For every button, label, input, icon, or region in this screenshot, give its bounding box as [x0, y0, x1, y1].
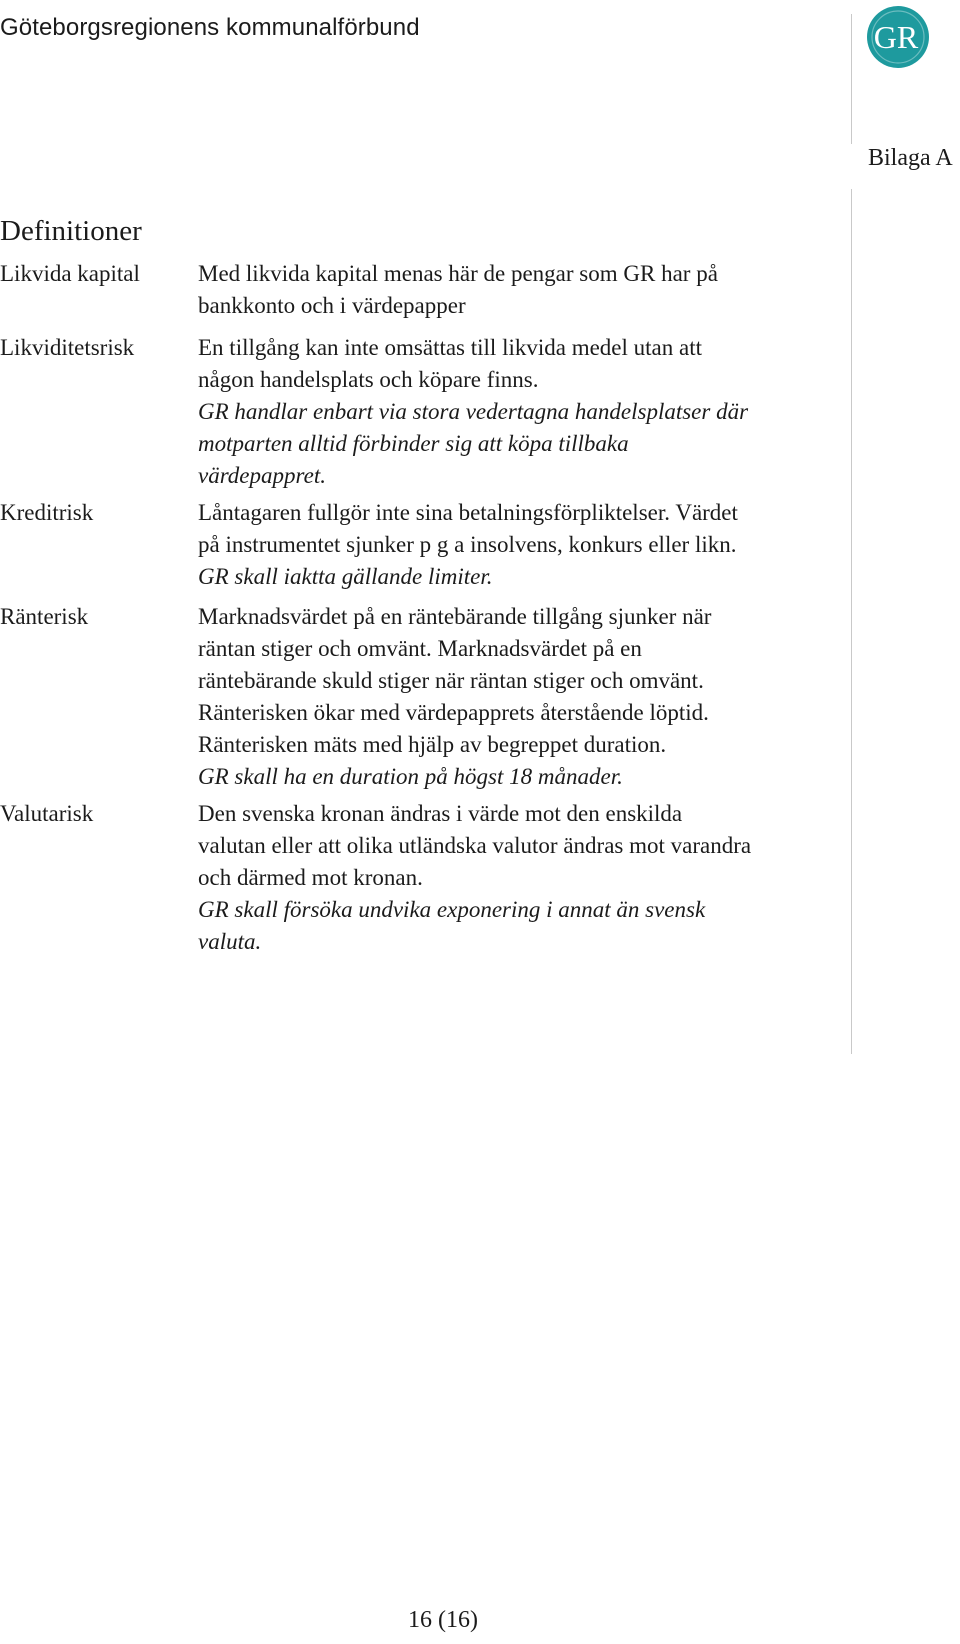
definition-line: En tillgång kan inte omsättas till likvida medel utan att	[198, 335, 702, 360]
definition-text	[198, 332, 838, 492]
section-title: Definitioner	[0, 215, 142, 247]
definition-line: valutan eller att olika utländska valutor ändras mot varandra	[198, 833, 752, 858]
definition-line: räntan stiger och omvänt. Marknadsvärdet på en	[198, 636, 642, 661]
definition-line: Den svenska kronan ändras i värde mot den enskilda	[198, 801, 683, 826]
definition-term: Valutarisk	[0, 801, 94, 826]
definition-term: Kreditrisk	[0, 500, 94, 525]
definition-term: Likviditetsrisk	[0, 335, 135, 360]
definition-line: räntebärande skuld stiger när räntan stiger och omvänt.	[198, 668, 704, 693]
page-number: 16 (16)	[408, 1607, 478, 1633]
definition-line: Ränterisken mäts med hjälp av begreppet duration.	[198, 732, 667, 757]
vertical-divider-bottom	[851, 189, 852, 1054]
appendix-label: Bilaga A	[868, 145, 953, 171]
definition-text	[198, 601, 838, 793]
policy-note-line: GR skall iaktta gällande limiter.	[198, 564, 493, 589]
policy-note-line: värdepappret.	[198, 463, 326, 488]
svg-text:GR: GR	[873, 19, 919, 55]
policy-note-line: GR skall ha en duration på högst 18 månader.	[198, 764, 623, 789]
vertical-divider-top	[851, 14, 852, 144]
gr-logo-icon	[865, 4, 931, 70]
policy-note-line: motparten alltid förbinder sig att köpa tillbaka	[198, 431, 629, 456]
policy-note-line: GR skall försöka undvika exponering i annat än svensk	[198, 897, 706, 922]
definition-line: någon handelsplats och köpare finns.	[198, 367, 539, 392]
definition-term: Ränterisk	[0, 604, 89, 629]
definition-line: Marknadsvärdet på en räntebärande tillgång sjunker när	[198, 604, 712, 629]
definition-text	[198, 798, 838, 958]
definition-term: Likvida kapital	[0, 261, 140, 286]
policy-note-line: valuta.	[198, 929, 262, 954]
definition-text	[198, 497, 838, 593]
definition-text	[198, 258, 838, 322]
definition-line: bankkonto och i värdepapper	[198, 293, 466, 318]
definition-line: Låntagaren fullgör inte sina betalningsförpliktelser. Värdet	[198, 500, 738, 525]
organization-header: Göteborgsregionens kommunalförbund	[0, 14, 420, 41]
definition-line: på instrumentet sjunker p g a insolvens, konkurs eller likn.	[198, 532, 737, 557]
definition-line: Ränterisken ökar med värdepapprets återstående löptid.	[198, 700, 709, 725]
definition-line: Med likvida kapital menas här de pengar som GR har på	[198, 261, 718, 286]
definition-line: och därmed mot kronan.	[198, 865, 423, 890]
policy-note-line: GR handlar enbart via stora vedertagna handelsplatser där	[198, 399, 749, 424]
